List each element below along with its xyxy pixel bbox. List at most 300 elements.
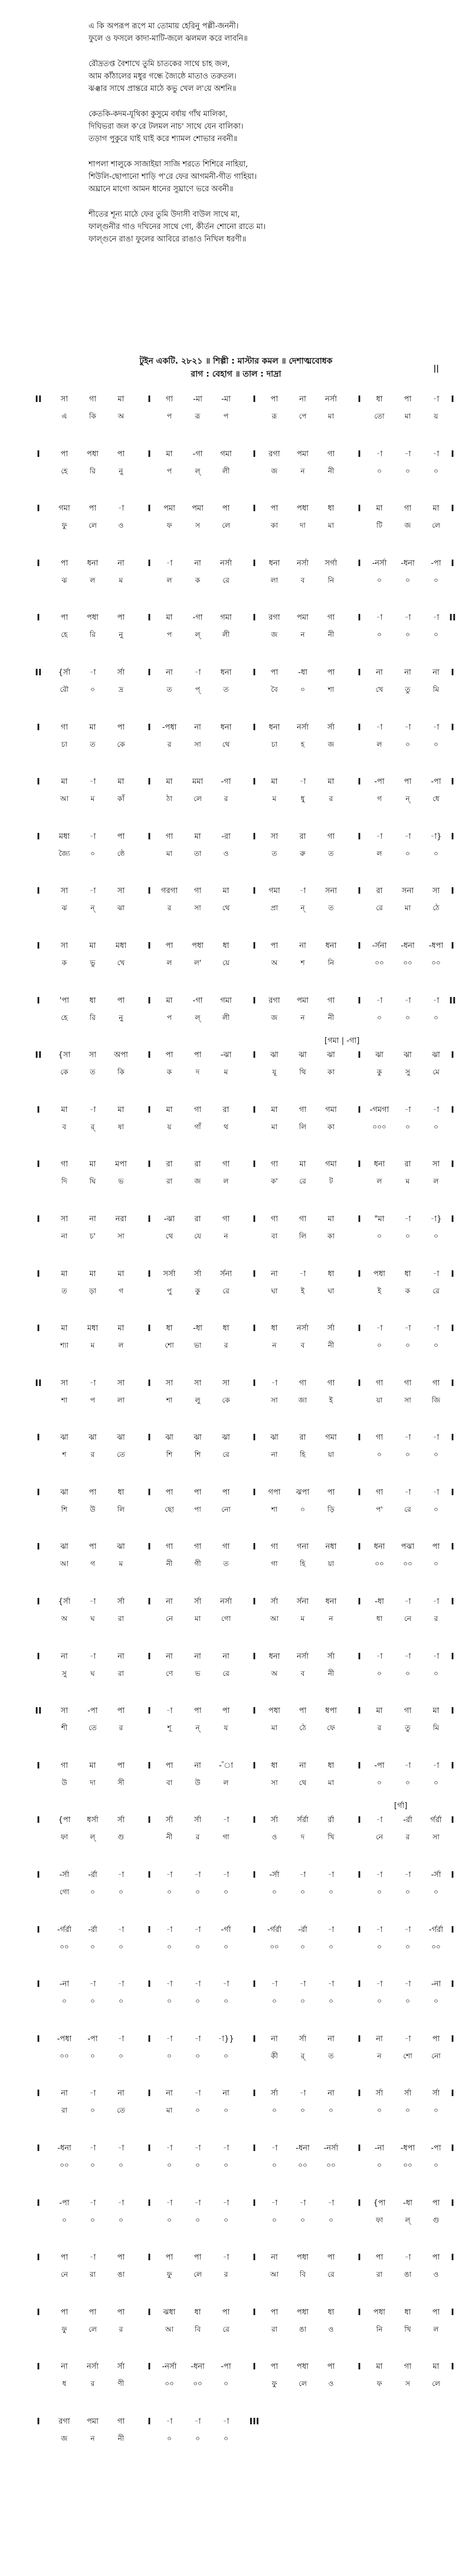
lyric-syllable: কে (222, 1395, 230, 1404)
lyric-syllable: ন (300, 1013, 305, 1022)
lyric-syllable: ০ (329, 1942, 333, 1951)
lyric-syllable: ই (329, 1395, 333, 1404)
swara-row (28, 2361, 454, 2373)
lyric-syllable: ফা (60, 1833, 68, 1842)
swara-note: -"া (219, 1761, 233, 1770)
lyric-syllable: জ (61, 2434, 68, 2443)
swara-note: পা (432, 2198, 440, 2208)
lyric-syllable: ০ (329, 2106, 333, 2115)
swara-note: -া (299, 777, 306, 787)
lyric-syllable: ভা (194, 1341, 202, 1350)
lyric-syllable: ০ (272, 2161, 277, 2169)
swara-note: পধা (192, 941, 204, 950)
lyric-syllable: ফু (61, 2325, 67, 2333)
swara-row (28, 1268, 454, 1280)
swara-note: -া (166, 2198, 173, 2208)
lyric-syllable: ধ (62, 2379, 67, 2388)
lyric-row (28, 1559, 451, 1571)
lyric-syllable: রা (89, 2270, 96, 2279)
bar-line: II (35, 1050, 42, 1061)
swara-row (28, 1213, 454, 1225)
lyric-syllable: চা (61, 740, 67, 748)
lyric-syllable: জ (404, 521, 411, 530)
lyric-syllable: মা (271, 1122, 278, 1131)
swara-note: -া (222, 1980, 230, 1989)
lyric-syllable: ০ (377, 1888, 382, 1897)
lyric-syllable: রা (166, 1177, 173, 1186)
lyric-syllable: খে (375, 685, 384, 694)
swara-note: পা (117, 1761, 125, 1770)
swara-note: -র্গর্রা (428, 1925, 444, 1934)
swara-note: সা (165, 1378, 173, 1388)
notation-annotation: [গমা | -গা] (324, 1037, 360, 1046)
swara-note: -পধা (57, 2034, 72, 2044)
swara-note: ধা (117, 1488, 124, 1497)
swara-note: না (327, 2034, 335, 2044)
swara-note: মা (432, 2362, 440, 2372)
swara-note: -া (89, 2089, 96, 2098)
lyric-syllable: র্ (300, 2051, 305, 2060)
notation-block (28, 1747, 454, 1802)
swara-note: রা (376, 887, 383, 896)
lyric-syllable: ন (224, 1231, 228, 1240)
lyric-syllable: রা (117, 1614, 124, 1623)
bar-line: I (148, 1650, 151, 1662)
swara-note: সা (270, 832, 278, 841)
lyric-syllable: নু (119, 466, 123, 475)
bar-line: I (37, 776, 40, 787)
lyric-syllable: র (119, 2325, 123, 2333)
swara-note: পা (117, 1707, 125, 1716)
lyric-syllable: নী (327, 1341, 335, 1350)
swara-note: মা (376, 504, 383, 514)
lyric-syllable: না (61, 1231, 68, 1240)
lyric-syllable: কে (117, 740, 125, 748)
bar-line: I (358, 885, 361, 897)
swara-note: পা (222, 1707, 230, 1716)
lyric-syllable: ০ (434, 1669, 438, 1678)
lyric-syllable: ঘা (327, 1286, 335, 1295)
swara-note: পা (327, 2362, 335, 2372)
lyric-syllable: ০ (167, 1888, 172, 1897)
bar-line: I (253, 2361, 256, 2372)
lyric-syllable: ০ (224, 2379, 228, 2388)
swara-note: ধনা (373, 1160, 385, 1169)
bar-line: I (358, 940, 361, 951)
swara-row (28, 1050, 454, 1061)
lyric-syllable: বা (271, 1231, 278, 1240)
lyric-syllable: ০ (434, 1013, 438, 1022)
swara-note: ঝা (375, 1051, 384, 1060)
bar-line: II (35, 1377, 42, 1388)
poem-line: ঝঞ্ঝার সাথে প্রান্তরে মাঠে কভু খেল ল'য়ে অশনি॥ (88, 84, 237, 93)
swara-note: -া (271, 1980, 278, 1989)
notation-block (28, 2403, 451, 2458)
lyric-syllable: গাঁ (194, 1122, 201, 1131)
lyric-syllable: ০ (434, 849, 438, 858)
bar-line: I (253, 831, 256, 842)
swara-note: পধা (373, 2307, 385, 2317)
swara-note: গমা (268, 887, 280, 896)
bar-line: I (451, 1104, 454, 1115)
lyric-syllable: ক (61, 958, 67, 967)
swara-note: -া (222, 2417, 230, 2426)
lyric-syllable: নো (221, 1505, 231, 1513)
swara-note: র্সা (117, 2362, 125, 2372)
lyric-syllable: ০ (90, 849, 95, 858)
swara-note: -া (432, 1652, 440, 1661)
lyric-syllable: হি (300, 1450, 306, 1459)
swara-note: র্সা (299, 2034, 307, 2044)
bar-line: I (358, 1979, 361, 1990)
swara-note: -া (376, 832, 383, 841)
swara-note: ঝা (165, 1433, 173, 1443)
swara-note: ধা (327, 2307, 335, 2317)
swara-note: পা (117, 723, 125, 732)
lyric-syllable: ণে (165, 1669, 173, 1678)
swara-note: সা (60, 887, 68, 896)
lyric-syllable: ০ (300, 1997, 305, 2006)
lyric-syllable: ০ (377, 1778, 382, 1787)
bar-line: I (37, 721, 40, 733)
swara-note: র্সা (327, 723, 335, 732)
swara-note: সর্গা (324, 558, 337, 568)
lyric-syllable: ম (300, 1614, 305, 1623)
swara-note: গা (404, 1378, 412, 1388)
swara-note: পা (404, 395, 412, 404)
poem-stanza (88, 20, 419, 45)
lyric-syllable: রা (376, 2270, 383, 2279)
swara-row (28, 666, 454, 679)
poem-stanza (88, 108, 419, 145)
lyric-syllable: দ (195, 1068, 200, 1077)
swara-note: -া (432, 395, 440, 404)
swara-note: পা (270, 2362, 278, 2372)
swara-note: -মা (221, 395, 231, 404)
bar-line: I (451, 1815, 454, 1826)
lyric-syllable: ট (329, 1177, 333, 1186)
lyric-syllable: ল (376, 1177, 382, 1186)
lyric-syllable: ০ (224, 1888, 228, 1897)
swara-note: র্সা (117, 1816, 125, 1825)
lyric-syllable: ০ (405, 1669, 410, 1678)
swara-note: গা (327, 613, 335, 623)
swara-note: গা (60, 1160, 68, 1169)
swara-note: সনা (324, 887, 337, 896)
swara-note: -া (117, 2198, 124, 2208)
lyric-syllable: কু (376, 1068, 382, 1077)
lyric-syllable: ০০ (431, 958, 441, 967)
lyric-row (28, 630, 451, 642)
lyric-syllable: ০ (224, 1942, 228, 1951)
lyric-syllable: কা (271, 521, 278, 530)
lyric-syllable: মে (432, 1068, 440, 1077)
lyric-syllable: মা (271, 1724, 278, 1732)
bar-line: I (253, 1050, 256, 1061)
lyric-syllable: তে (117, 1450, 125, 1459)
lyric-syllable: ০ (90, 2106, 95, 2115)
swara-note: -া (432, 723, 440, 732)
swara-note: -া (89, 2144, 96, 2153)
lyric-syllable: ০ (300, 685, 305, 694)
lyric-syllable: মি (432, 685, 440, 694)
swara-note: -া (404, 996, 411, 1005)
swara-note: -া (299, 1980, 306, 1989)
lyric-syllable: আ (165, 2325, 173, 2333)
swara-note: -া (222, 1871, 230, 1880)
lyric-syllable: ল' (194, 958, 202, 967)
swara-note: ধনা (373, 1542, 385, 1552)
swara-note: -া (299, 2089, 306, 2098)
bar-line: I (451, 776, 454, 787)
bar-line: I (451, 1432, 454, 1443)
swara-note: সা (117, 887, 125, 896)
lyric-syllable: ০ (405, 466, 410, 475)
lyric-syllable: য (224, 1724, 228, 1732)
lyric-syllable: রূ (195, 412, 201, 420)
swara-note: গা (60, 1761, 68, 1770)
swara-note: পধা (297, 504, 309, 514)
bar-line: I (148, 2306, 151, 2317)
swara-note: -া (194, 2089, 201, 2098)
swara-note: -া (376, 1925, 383, 1934)
lyric-syllable: ০ (434, 466, 438, 475)
swara-note: নর্সা (324, 395, 337, 404)
swara-note: মা (117, 395, 124, 404)
lyric-syllable: শি (166, 1450, 173, 1459)
lyric-syllable: মা (194, 1614, 201, 1623)
bar-line: I (451, 448, 454, 459)
swara-note: -া (404, 1980, 411, 1989)
swara-note: -গা (192, 613, 203, 623)
lyric-syllable: ০০ (193, 2379, 202, 2388)
swara-row (28, 503, 454, 515)
swara-note: ধর্সা (87, 1816, 99, 1825)
bar-line: I (451, 666, 454, 678)
swara-note: নর্সা (296, 723, 309, 732)
lyric-syllable: প' (376, 1505, 383, 1513)
swara-note: গমা (325, 1105, 337, 1114)
swara-note: -া (404, 2034, 411, 2044)
poem-line: শাপলা শালুকে সাজাইয়া সাজি শরতে শিশিরে নাহিয়া, (88, 160, 248, 169)
swara-note: পা (88, 1488, 97, 1497)
lyric-syllable: ন (300, 630, 305, 639)
lyric-row (28, 576, 451, 587)
notation-block (28, 1474, 454, 1529)
bar-line: I (148, 1705, 151, 1717)
swara-note: ধা (327, 1269, 335, 1279)
lyric-row (28, 903, 451, 915)
swara-note: -া (89, 832, 96, 841)
swara-note: না (166, 668, 173, 677)
swara-note: পধা (373, 1269, 385, 1279)
swara-note: পা (270, 504, 278, 514)
bar-line: I (37, 1541, 40, 1552)
bar-line: I (148, 666, 151, 678)
swara-note: না (117, 1652, 124, 1661)
swara-note: -া (89, 1597, 96, 1607)
swara-note: -া (166, 2034, 173, 2044)
swara-note: রগা (268, 996, 280, 1005)
lyric-row (28, 1286, 451, 1298)
lyric-syllable: ০ (434, 1888, 438, 1897)
lyric-syllable: ম (405, 1177, 410, 1186)
swara-note: ঝা (270, 1433, 278, 1443)
lyric-syllable: ঠে (432, 904, 440, 913)
bar-line: I (37, 885, 40, 897)
raga-tala-info: রাগ : বেহাগ ॥ তাল : দাদ্রা (191, 370, 281, 379)
double-bar-mark: || (433, 364, 439, 373)
bar-line: I (253, 2033, 256, 2044)
swara-note: -া (299, 887, 306, 896)
bar-line: I (451, 940, 454, 951)
swara-note: গা (404, 2362, 412, 2372)
lyric-syllable: রে (222, 1669, 230, 1678)
lyric-syllable: লে (432, 2379, 440, 2388)
lyric-syllable: ল্ (90, 1833, 96, 1842)
swara-note: র্সা (375, 2089, 384, 2098)
lyric-syllable: ও (271, 1833, 277, 1842)
lyric-syllable: সু (405, 1068, 410, 1077)
bar-line: I (37, 1268, 40, 1279)
bar-line: I (37, 1104, 40, 1115)
swara-note: -া (376, 1980, 383, 1989)
lyric-syllable: ০ (434, 1997, 438, 2006)
lyric-syllable: প (166, 630, 172, 639)
lyric-syllable: ০ (272, 1997, 277, 2006)
swara-note: -া (376, 1652, 383, 1661)
lyric-syllable: ০ (90, 2215, 95, 2224)
lyric-syllable: ও (118, 521, 124, 530)
lyric-syllable: নো (431, 2051, 441, 2060)
lyric-syllable: রা (61, 2106, 68, 2115)
lyric-syllable: ল (376, 740, 382, 748)
lyric-syllable: ০ (434, 1778, 438, 1787)
bar-line: I (253, 1650, 256, 1662)
swara-note: গনা (296, 1542, 309, 1552)
swara-note: ধা (271, 1324, 278, 1333)
swara-note: -া (166, 2144, 173, 2153)
lyric-syllable: নে (375, 1833, 384, 1842)
bar-line: I (451, 1924, 454, 1935)
lyric-syllable: লে (88, 521, 97, 530)
swara-row (28, 995, 456, 1007)
swara-note: -া (404, 1488, 411, 1497)
lyric-syllable: ০ (195, 1888, 200, 1897)
swara-note: -া (89, 1980, 96, 1989)
lyric-syllable: চা (271, 740, 277, 748)
lyric-syllable: ল (433, 2325, 439, 2333)
swara-note: গরগা (161, 887, 178, 896)
lyric-syllable: নী (327, 1669, 335, 1678)
lyric-syllable: খি (404, 2325, 411, 2333)
swara-note: পা (270, 668, 278, 677)
swara-note: পা (165, 1051, 173, 1060)
lyric-syllable: রি (89, 466, 96, 475)
notation-block (28, 1091, 454, 1146)
bar-line: I (358, 1213, 361, 1224)
lyric-syllable: দা (300, 521, 306, 530)
swara-note: -া (166, 1925, 173, 1934)
bar-line: I (451, 2252, 454, 2263)
swara-note: গা (222, 1542, 230, 1552)
bar-line: I (358, 1596, 361, 1607)
swara-note: সা (60, 1707, 68, 1716)
lyric-syllable: না (271, 1450, 278, 1459)
lyric-syllable: ল্ (195, 630, 201, 639)
swara-note: -া (166, 1871, 173, 1880)
swara-row (28, 831, 454, 843)
lyric-syllable: হে (61, 1013, 68, 1022)
lyric-syllable: ফু (61, 521, 67, 530)
bar-line: I (148, 721, 151, 733)
poem-line: দিঘিভরা জল ক'রে টলমল নাচ' সাথে যেন বালিকা। (88, 122, 244, 131)
swara-row (28, 1924, 454, 1936)
swara-note: র্রা (327, 1816, 335, 1825)
swara-note: -পধা (162, 723, 177, 732)
bar-line: I (358, 1869, 361, 1881)
lyric-row (28, 521, 451, 532)
lyric-syllable: লে (194, 2270, 202, 2279)
swara-note: গা (165, 395, 173, 404)
swara-note: পা (432, 2034, 440, 2044)
swara-note: -া (222, 1816, 230, 1825)
swara-note: পধা (297, 2362, 309, 2372)
swara-note: -া (194, 668, 201, 677)
bar-line: I (148, 1050, 151, 1061)
poem-line: অঘ্রানে মাগো আমন ধানের সুঘ্রাণে ভরে অবনী॥ (88, 185, 234, 194)
swara-note: না (117, 558, 124, 568)
lyric-syllable: ০০০ (372, 1122, 386, 1131)
lyric-syllable: ০ (405, 1942, 410, 1951)
bar-line: I (358, 394, 361, 404)
lyric-syllable: ছো (165, 1505, 174, 1513)
swara-note: -র্গর্রা (57, 1925, 72, 1934)
swara-note: মা (89, 1160, 96, 1169)
lyric-row (28, 2325, 451, 2336)
swara-note: -া (432, 996, 440, 1005)
bar-line: I (148, 1541, 151, 1552)
bar-line: I (37, 1979, 40, 1990)
lyric-syllable: লি (117, 1505, 125, 1513)
lyric-syllable: রে (222, 1286, 230, 1295)
swara-note: -ধা (298, 668, 307, 677)
lyric-row (28, 1942, 451, 1954)
swara-note: মা (117, 1269, 124, 1279)
swara-note: -গা (192, 449, 203, 459)
swara-row (28, 1815, 454, 1826)
swara-note: -নর্সা (162, 2362, 177, 2372)
swara-note: পা (375, 2253, 384, 2263)
swara-note: না (166, 1652, 173, 1661)
lyric-syllable: ০০ (60, 1942, 69, 1951)
lyric-syllable: সা (117, 1231, 124, 1240)
swara-note: ধনা (268, 723, 280, 732)
swara-note: না (194, 1652, 201, 1661)
swara-note: -া (222, 2253, 230, 2263)
lyric-syllable: ল (90, 576, 96, 584)
lyric-syllable: ত (166, 685, 172, 694)
swara-note: -না (374, 2144, 385, 2153)
swara-note: -না (59, 1980, 70, 1989)
lyric-syllable: ০০ (165, 2379, 174, 2388)
bar-line: I (253, 995, 256, 1006)
lyric-syllable: ঘা (271, 1286, 278, 1295)
swara-note: রা (222, 1105, 230, 1114)
swara-note: -া (222, 2198, 230, 2208)
swara-note: -পা (374, 777, 385, 787)
lyric-syllable: নি (376, 2325, 383, 2333)
